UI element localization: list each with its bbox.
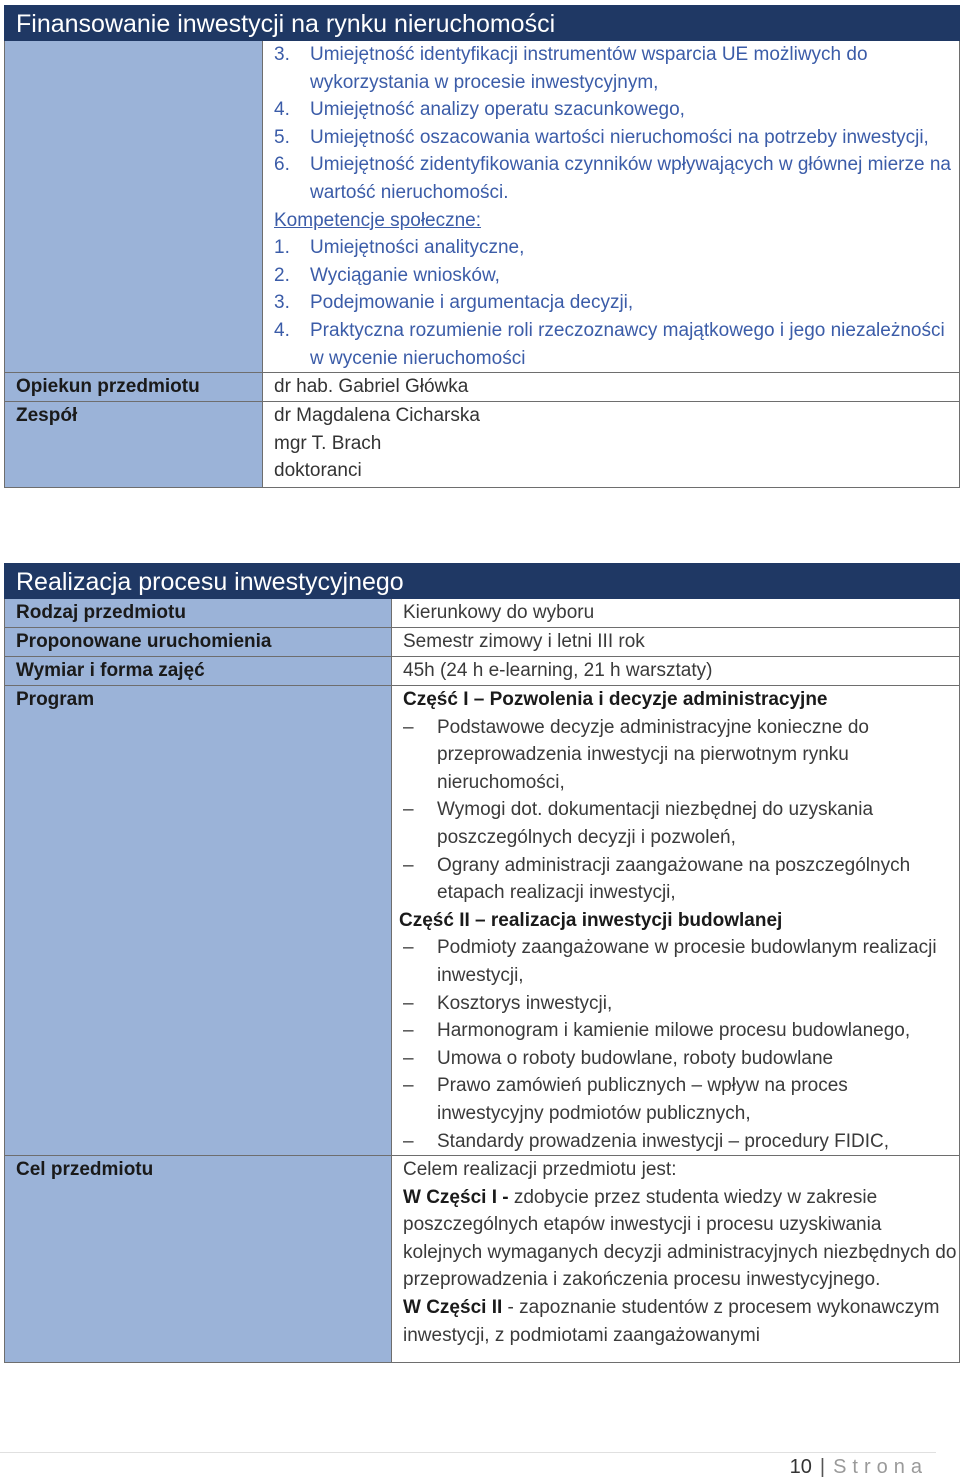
program-part2-list — [403, 934, 959, 1155]
social-competences-list — [274, 234, 959, 372]
team-value — [263, 402, 960, 488]
page-word: Strona — [833, 1456, 928, 1478]
list-item-text: Kosztorys inwestycji, — [437, 992, 613, 1014]
course-goal-label: Cel przedmiotu — [5, 1156, 392, 1363]
list-item-text: Umiejętność oszacowania wartości nieruchomości na potrzeby inwestycji, — [310, 126, 929, 148]
goal-paragraph-2 — [403, 1294, 959, 1349]
dash-bullet-icon: – — [403, 1075, 414, 1097]
goal-part1-bold: W Części I - — [403, 1186, 509, 1208]
page-number: 10 — [789, 1456, 812, 1478]
list-item-text: Podstawowe decyzje administracyjne konieczne do przeprowadzenia inwestycji na pierwotnym rynku nieruchomości, — [437, 716, 869, 793]
goal-part2-bold: W Części II — [403, 1297, 503, 1319]
list-item — [403, 1128, 959, 1156]
list-item — [274, 317, 959, 372]
list-item-text: Harmonogram i kamienie milowe procesu budowlanego, — [437, 1020, 911, 1042]
course-goal-value — [392, 1156, 960, 1363]
list-item-number: 4. — [274, 99, 290, 121]
list-item — [403, 796, 959, 851]
supervisor-label: Opiekun przedmiotu — [5, 373, 263, 402]
list-item-text: Umiejętność zidentyfikowania czynników wpływających w głównej mierze na wartość nieruchomości. — [310, 154, 951, 203]
skills-list — [274, 41, 959, 207]
course-type-label: Rodzaj przedmiotu — [5, 599, 392, 628]
goal-part2-text: - zapoznanie studentów z procesem wykonawczym inwestycji, z podmiotami zaangażowanymi — [403, 1297, 940, 1346]
list-item-number: 2. — [274, 264, 290, 286]
list-item-number: 3. — [274, 44, 290, 65]
list-item-text: Wymogi dot. dokumentacji niezbędnej do uzyskania poszczególnych decyzji i pozwoleń, — [437, 799, 874, 848]
list-item-text: Umiejętność identyfikacji instrumentów wsparcia UE możliwych do wykorzystania w procesie inwestycyjnym, — [310, 44, 868, 93]
list-item — [274, 234, 959, 262]
program-part2-title: Część II – realizacja inwestycji budowlanej — [399, 909, 783, 931]
course-title: Finansowanie inwestycji na rynku nieruchomości — [5, 6, 960, 41]
program-part1-list — [403, 714, 959, 907]
list-item-text: Podejmowanie i argumentacja decyzji, — [310, 292, 634, 314]
list-item — [274, 96, 959, 124]
team-member: doktoranci — [274, 460, 362, 482]
proposed-launch-label: Proponowane uruchomienia — [5, 628, 392, 657]
goal-intro: Celem realizacji przedmiotu jest: — [403, 1159, 677, 1181]
list-item-text: Podmioty zaangażowane w procesie budowlanym realizacji inwestycji, — [437, 937, 937, 986]
list-item-text: Umiejętności analityczne, — [310, 237, 525, 259]
dash-bullet-icon: – — [403, 937, 414, 959]
list-item — [403, 714, 959, 797]
list-item — [274, 289, 959, 317]
list-item-number: 4. — [274, 319, 290, 341]
dash-bullet-icon: – — [403, 1020, 414, 1042]
list-item-number: 3. — [274, 292, 290, 314]
course-title: Realizacja procesu inwestycyjnego — [5, 564, 960, 599]
hours-form-label: Wymiar i forma zajęć — [5, 657, 392, 686]
list-item-text: Standardy prowadzenia inwestycji – procedury FIDIC, — [437, 1130, 889, 1152]
list-item-text: Ograny administracji zaangażowane na poszczególnych etapach realizacji inwestycji, — [437, 854, 911, 904]
program-value — [392, 686, 960, 1156]
proposed-launch-value: Semestr zimowy i letni III rok — [392, 628, 960, 657]
list-item — [403, 1017, 959, 1045]
list-item — [403, 1045, 959, 1073]
list-item — [274, 262, 959, 290]
team-member: dr Magdalena Cicharska — [274, 405, 480, 427]
list-item — [403, 934, 959, 989]
dash-bullet-icon: – — [403, 1130, 414, 1152]
hours-form-value: 45h (24 h e-learning, 21 h warsztaty) — [392, 657, 960, 686]
course-table-investment-process — [4, 563, 960, 1363]
list-item — [274, 124, 959, 152]
page-footer — [790, 1456, 928, 1479]
program-part1-title: Część I – Pozwolenia i decyzje administracyjne — [403, 689, 828, 710]
course-table-financing — [4, 5, 960, 488]
list-item — [403, 1072, 959, 1127]
label-cell-empty — [5, 41, 263, 373]
list-item — [274, 41, 959, 96]
list-item-text: Wyciąganie wniosków, — [310, 264, 500, 286]
list-item-number: 6. — [274, 154, 290, 176]
list-item-text: Praktyczna rozumienie roli rzeczoznawcy majątkowego i jego niezależności w wycenie nieruchomości — [310, 319, 945, 369]
dash-bullet-icon: – — [403, 992, 414, 1014]
list-item-number: 5. — [274, 126, 290, 148]
program-label: Program — [5, 686, 392, 1156]
course-type-value: Kierunkowy do wyboru — [392, 599, 960, 628]
social-competences-heading: Kompetencje społeczne: — [274, 209, 482, 231]
team-member: mgr T. Brach — [274, 432, 382, 454]
footer-divider — [0, 1452, 936, 1453]
list-item — [403, 852, 959, 907]
goal-part1-text: zdobycie przez studenta wiedzy w zakresie poszczególnych etapów inwestycji i procesu uzyskiwania kolejnych wymaganych decyzji administracyjnych niezbędnych do przeprowadzenia i zakończenia procesu inwestycyjnego. — [403, 1186, 957, 1291]
dash-bullet-icon: – — [403, 1047, 414, 1069]
list-item-text: Umowa o roboty budowlane, roboty budowlane — [437, 1047, 834, 1069]
list-item — [274, 151, 959, 206]
dash-bullet-icon: – — [403, 854, 414, 876]
list-item-text: Umiejętność analizy operatu szacunkowego, — [310, 99, 685, 121]
list-item — [403, 990, 959, 1018]
footer-separator: | — [819, 1456, 826, 1478]
skills-cell — [263, 41, 960, 373]
list-item-text: Prawo zamówień publicznych – wpływ na proces inwestycyjny podmiotów publicznych, — [437, 1075, 848, 1124]
list-item-number: 1. — [274, 237, 290, 259]
dash-bullet-icon: – — [403, 799, 414, 821]
goal-paragraph-1 — [403, 1184, 959, 1294]
supervisor-value: dr hab. Gabriel Główka — [263, 373, 960, 402]
team-label: Zespół — [5, 402, 263, 488]
dash-bullet-icon: – — [403, 716, 414, 738]
